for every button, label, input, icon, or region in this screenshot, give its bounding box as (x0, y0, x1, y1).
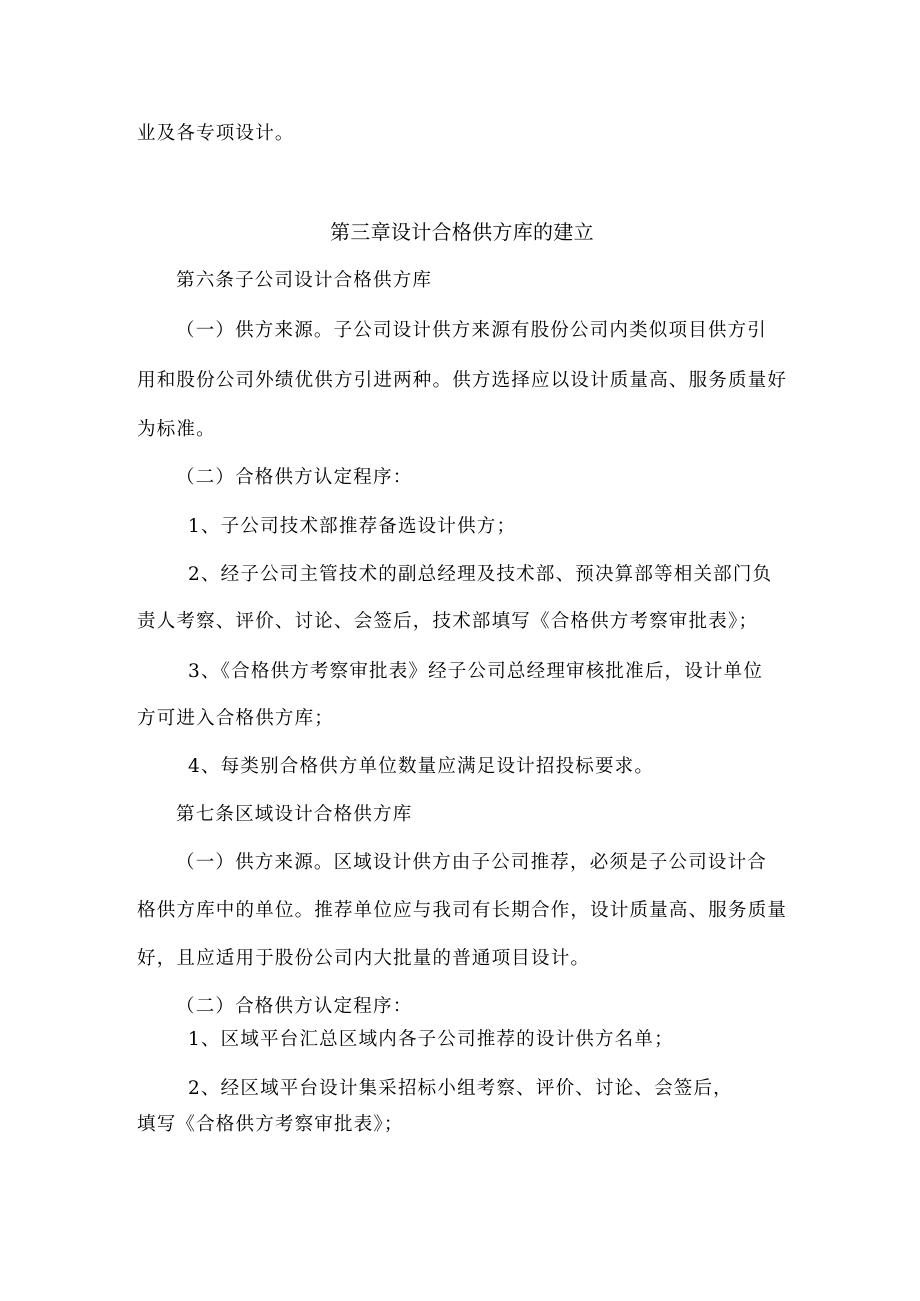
article-7-title (176, 802, 412, 828)
article-6-title-text: 子公司设计合格供方库 (235, 270, 433, 291)
article-6-procedure-heading: （二）合格供方认定程序： (176, 467, 413, 488)
article-6-step-3-line-2: 方可进入合格供方库； (137, 708, 335, 729)
article-7-source-line-3: 好，且应适用于股份公司内大批量的普通项目设计。 (137, 948, 591, 969)
article-7-step-2-line-2: 填写《合格供方考察审批表》； (137, 1114, 404, 1135)
article-7-title-text: 区域设计合格供方库 (235, 804, 413, 825)
article-6-title (176, 268, 432, 294)
article-7-procedure-heading: （二）合格供方认定程序： (176, 996, 413, 1017)
article-6-step-2-line-1: 2、经子公司主管技术的副总经理及技术部、预决算部等相关部门负 (188, 564, 773, 585)
article-6-source-line-1: （一）供方来源。子公司设计供方来源有股份公司内类似项目供方引 (176, 320, 768, 341)
article-7-source-line-2: 格供方库中的单位。推荐单位应与我司有长期合作，设计质量高、服务质量 (137, 900, 788, 921)
article-6-source-line-2: 用和股份公司外绩优供方引进两种。供方选择应以设计质量高、服务质量好 (137, 370, 788, 391)
article-7-step-2-line-1: 2、经区域平台设计集采招标小组考察、评价、讨论、会签后， (188, 1078, 733, 1099)
article-6-step-3-line-1: 3、《合格供方考察审批表》经子公司总经理审核批准后，设计单位 (188, 661, 764, 682)
article-7-step-1: 1、区域平台汇总区域内各子公司推荐的设计供方名单； (188, 1029, 674, 1050)
continuation-text: 业及各专项设计。 (137, 123, 295, 144)
chapter-heading: 第三章设计合格供方库的建立 (330, 220, 594, 244)
article-6-step-1: 1、子公司技术部推荐备选设计供方； (188, 516, 517, 537)
article-7-source-line-1: （一）供方来源。区域设计供方由子公司推荐，必须是子公司设计合 (176, 852, 768, 873)
article-6-step-2-line-2: 责人考察、评价、讨论、会签后，技术部填写《合格供方考察审批表》； (137, 611, 759, 632)
article-6-label: 第六条 (176, 270, 236, 291)
article-6-step-4: 4、每类别合格供方单位数量应满足设计招投标要求。 (188, 756, 655, 777)
article-6-source-line-3: 为标准。 (137, 419, 216, 440)
article-7-label: 第七条 (176, 804, 236, 825)
